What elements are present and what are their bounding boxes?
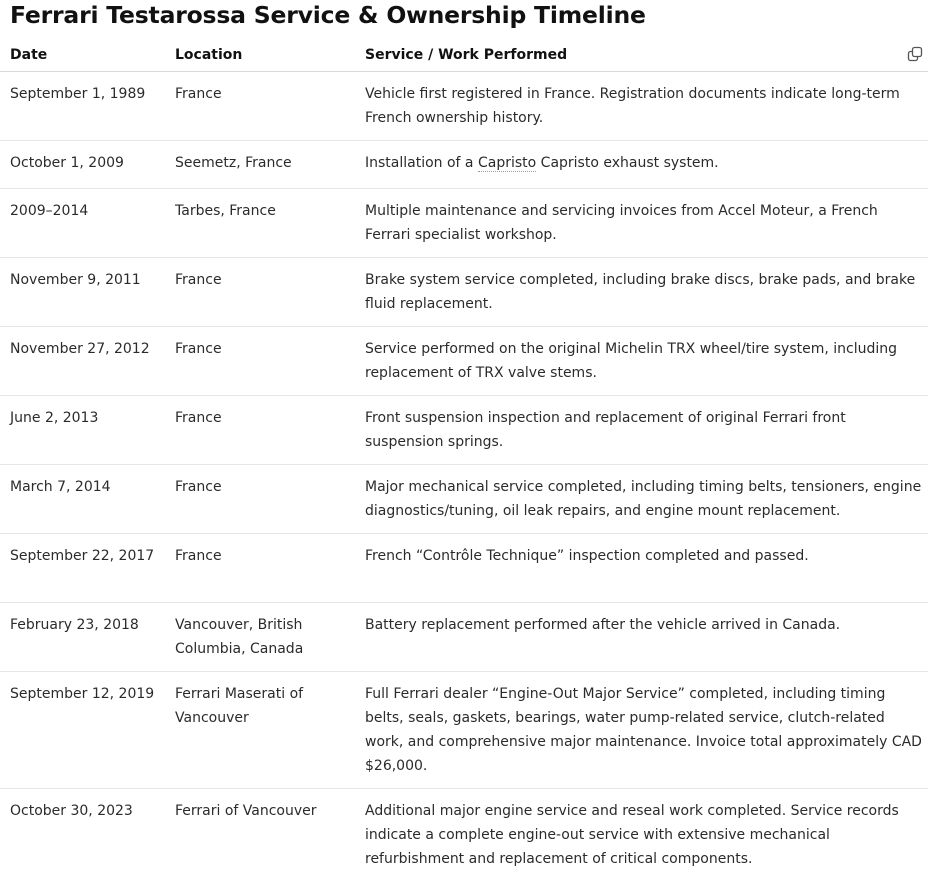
column-header-location: Location — [165, 38, 355, 72]
table-row — [0, 789, 928, 882]
table-row — [0, 534, 928, 603]
cell-service: Multiple maintenance and servicing invoices from Accel Moteur, a French Ferrari specialist workshop. — [355, 189, 928, 258]
cell-location: Tarbes, France — [165, 189, 355, 258]
cell-location: Seemetz, France — [165, 141, 355, 189]
cell-service: Battery replacement performed after the vehicle arrived in Canada. — [355, 603, 928, 672]
table-row — [0, 465, 928, 534]
cell-date: November 9, 2011 — [0, 258, 165, 327]
cell-service: Full Ferrari dealer “Engine-Out Major Service” completed, including timing belts, seals, gaskets, bearings, water pump-related service, clutch-related work, and comprehensive major maintenance. Invoice total approximately CAD $26,000. — [355, 672, 928, 789]
cell-service: Front suspension inspection and replacement of original Ferrari front suspension springs. — [355, 396, 928, 465]
table-header-row — [0, 38, 928, 72]
table-row — [0, 396, 928, 465]
service-text: Installation of a — [365, 155, 478, 171]
cell-location: France — [165, 465, 355, 534]
cell-location: France — [165, 258, 355, 327]
cell-date: 2009–2014 — [0, 189, 165, 258]
table-row — [0, 72, 928, 141]
cell-date: November 27, 2012 — [0, 327, 165, 396]
column-header-service — [355, 38, 928, 72]
cell-location: France — [165, 396, 355, 465]
column-header-date: Date — [0, 38, 165, 72]
cell-service: Major mechanical service completed, including timing belts, tensioners, engine diagnostics/tuning, oil leak repairs, and engine mount replacement. — [355, 465, 928, 534]
table-row — [0, 603, 928, 672]
cell-location: France — [165, 327, 355, 396]
table-row — [0, 141, 928, 189]
cell-service — [355, 141, 928, 189]
cell-location: Vancouver, British Columbia, Canada — [165, 603, 355, 672]
table-row — [0, 327, 928, 396]
cell-location: France — [165, 534, 355, 603]
cell-location: France — [165, 72, 355, 141]
service-text: Capristo exhaust system. — [536, 155, 719, 171]
cell-date: October 1, 2009 — [0, 141, 165, 189]
table-row — [0, 258, 928, 327]
cell-service: Brake system service completed, including brake discs, brake pads, and brake fluid replacement. — [355, 258, 928, 327]
table-row — [0, 189, 928, 258]
cell-service: Vehicle first registered in France. Registration documents indicate long-term French ownership history. — [355, 72, 928, 141]
cell-date: September 12, 2019 — [0, 672, 165, 789]
page-title: Ferrari Testarossa Service & Ownership Timeline — [10, 1, 646, 29]
cell-service: Additional major engine service and reseal work completed. Service records indicate a complete engine-out service with extensive mechanical refurbishment and replacement of critical components. — [365, 803, 899, 867]
copy-icon[interactable] — [906, 45, 924, 63]
cell-service: French “Contrôle Technique” inspection completed and passed. — [355, 534, 928, 603]
table-row — [0, 672, 928, 789]
cell-service: Service performed on the original Michelin TRX wheel/tire system, including replacement of TRX valve stems. — [355, 327, 928, 396]
cell-date: March 7, 2014 — [0, 465, 165, 534]
cell-location: Ferrari Maserati of Vancouver — [165, 672, 355, 789]
cell-location: Ferrari of Vancouver — [175, 803, 317, 819]
cell-date: June 2, 2013 — [0, 396, 165, 465]
cell-date: February 23, 2018 — [0, 603, 165, 672]
highlighted-term[interactable]: Capristo — [477, 155, 537, 171]
cell-date: October 30, 2023 — [10, 803, 133, 819]
timeline-table — [0, 38, 928, 882]
cell-date: September 1, 1989 — [0, 72, 165, 141]
cell-date: September 22, 2017 — [0, 534, 165, 603]
column-header-service-label: Service / Work Performed — [365, 46, 568, 63]
